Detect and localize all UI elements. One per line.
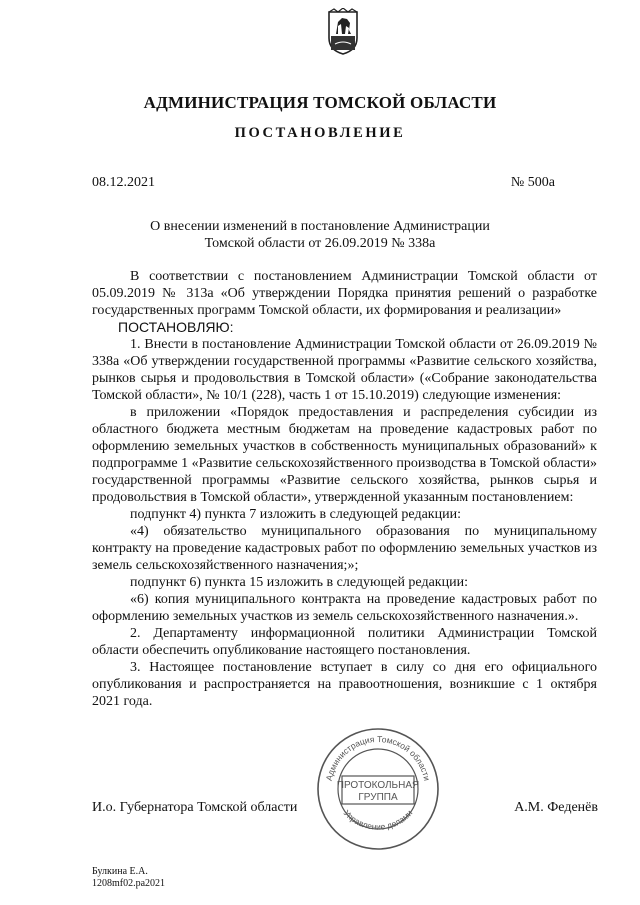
subitem-4-intro: подпункт 4) пункта 7 изложить в следующей редакции: [130,507,461,522]
subitem-6-intro: подпункт 6) пункта 15 изложить в следующей редакции: [130,575,468,590]
executor-name: Булкина Е.А. [92,866,148,877]
preamble-paragraph: В соответствии с постановлением Администрации Томской области от 05.09.2019 № 313а «Об утверждении Порядка принятия решений о разработке государственных программ Томской области, их формирования и реализации» [92,269,597,318]
footer-note [92,866,165,890]
item-3-paragraph: 3. Настоящее постановление вступает в силу со дня его официального опубликования и распространяется на правоотношения, возникшие с 1 октября 2021 года. [92,660,597,709]
document-type: ПОСТАНОВЛЕНИЕ [234,125,406,141]
item-2-paragraph: 2. Департаменту информационной политики Администрации Томской области обеспечить опубликование настоящего постановления. [92,626,597,658]
subitem-4-text: «4) обязательство муниципального образования по муниципальному контракту на проведение кадастровых работ по оформлению земельных участков из земель сельскохозяйственного назначения;»; [92,524,597,573]
stamp-ring-bottom-text: Управление делами [341,807,415,832]
stamp-center-line-2: ГРУППА [358,792,398,803]
document-subject [0,218,640,252]
stamp-center-line-1: ПРОТОКОЛЬНАЯ [336,780,420,791]
coat-of-arms-icon [326,8,360,56]
item-1-annex-paragraph: в приложении «Порядок предоставления и распределения субсидии из областного бюджета местным бюджетам на проведение кадастровых работ по оформлению земельных участков в собственность муниципальных образований» к подпрограмме 1 «Развитие сельскохозяйственного производства в Томской области» государственной программы «Развитие сельского хозяйства, рынков сырья и продовольствия в Томской области», утвержденной указанным постановлением: [92,405,597,505]
subject-line: Томской области от 26.09.2019 № 338а [204,236,436,251]
signatory-name: А.М. Феденёв [514,800,598,815]
decree-word: ПОСТАНОВЛЯЮ: [118,319,234,335]
item-1-paragraph: 1. Внести в постановление Администрации Томской области от 26.09.2019 № 338а «Об утверждении государственной программы «Развитие сельского хозяйства, рынков сырья и продовольствия в Томской области» («Собрание законодательства Томской области», № 10/1 (228), часть 1 от 15.10.2019) следующие изменения: [92,337,597,403]
organization-title: АДМИНИСТРАЦИЯ ТОМСКОЙ ОБЛАСТИ [143,93,497,112]
signatory-position: И.о. Губернатора Томской области [92,800,298,815]
document-number: № 500а [510,175,555,190]
document-body [92,268,597,710]
document-date: 08.12.2021 [92,175,155,190]
subject-line: О внесении изменений в постановление Администрации [150,219,490,234]
subitem-6-text: «6) копия муниципального контракта на проведение кадастровых работ по оформлению земельных участков из земель сельскохозяйственного назначения.». [92,592,597,624]
file-code: 1208mf02.ра2021 [92,878,166,889]
stamp-ring-top-text: Администрация Томской области [323,733,433,782]
official-stamp [315,726,441,852]
